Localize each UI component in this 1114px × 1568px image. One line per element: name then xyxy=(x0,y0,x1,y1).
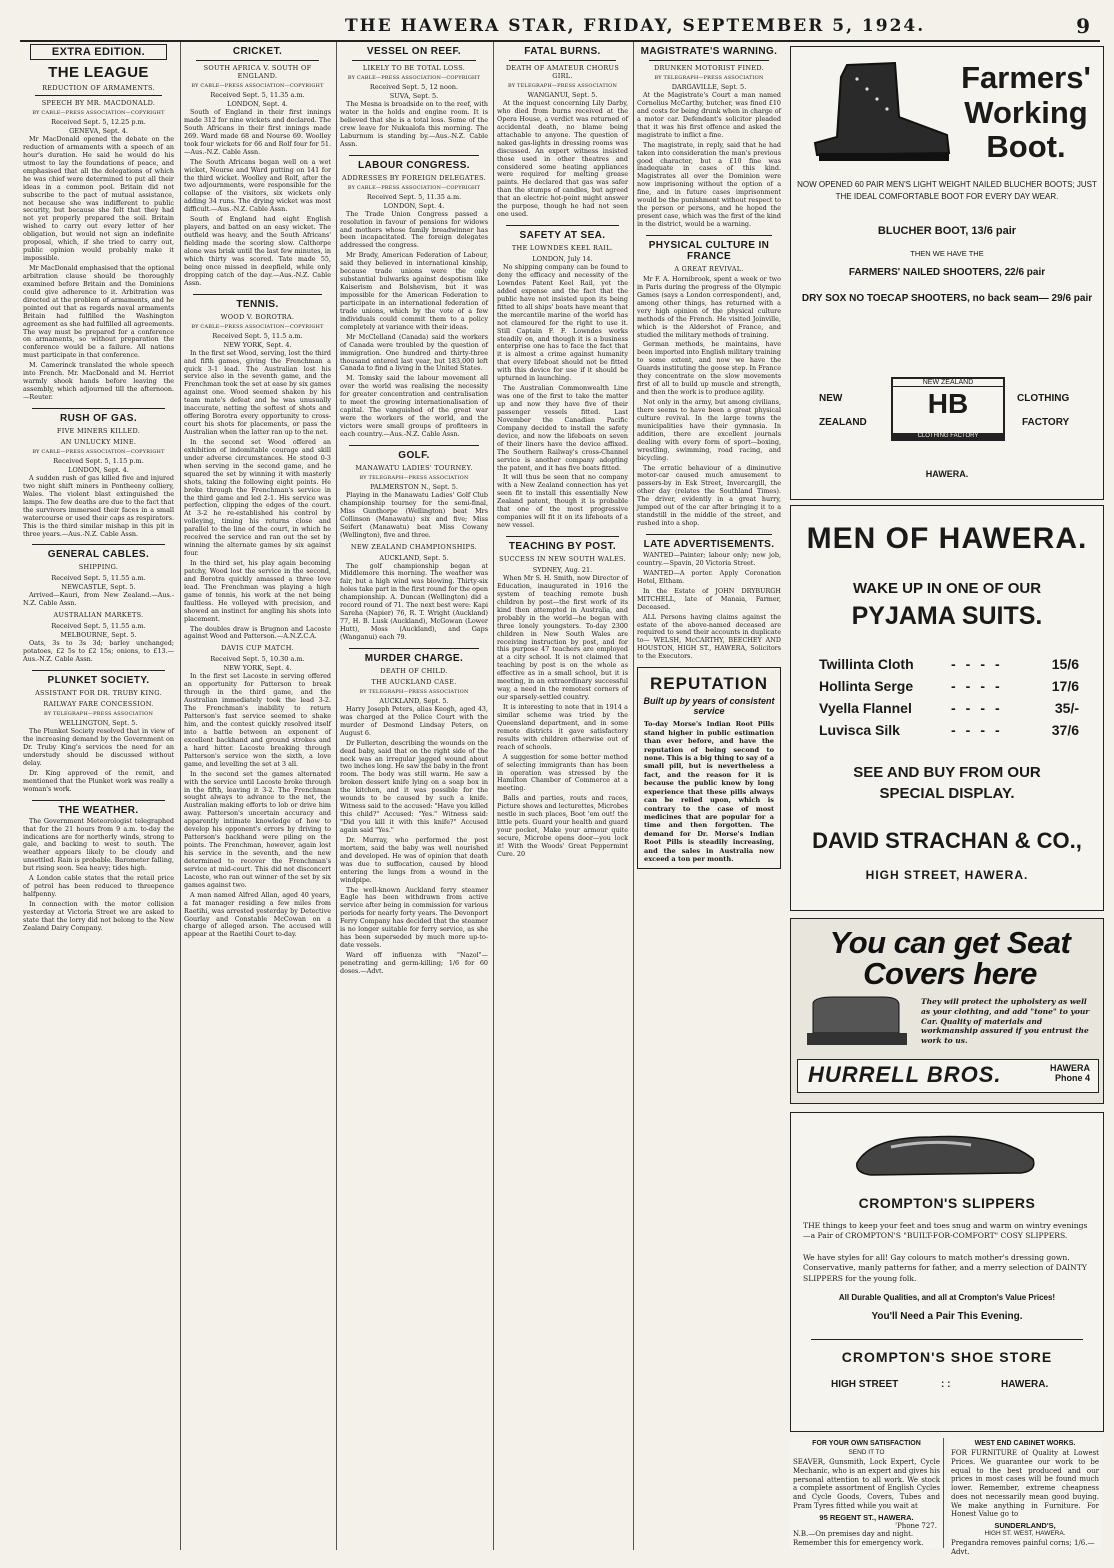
ad-hurrell-footer xyxy=(797,1059,1099,1093)
ad-seaver-text: SEAVER, Gunsmith, Lock Expert, Cycle Mechanic, who is an expert and gives his personal attention to all work. We stock a complete assortment of English Cycles and Cycle Goods, Covers, Tubes and Pram Tyres fitted while you wait at xyxy=(793,1458,940,1510)
paragraph: In the second set Wood offered an exhibition of indomitable courage and skill under adverse circumstances. He stood 0-3 when serving in the second game, and he squared the set by winning it with masterly shots, taking the following eight points. He broke through the Frenchman's service in the third game and led 2-1. His service was perfection, clipping the edges of the court. At 3-2 he re-established his control by volleying, timing his returns close and parallel to the line of the court, in which he received the service and ran out the set by winning the alternate games by six against four. xyxy=(184,437,331,558)
received: Received Sept. 5, 11.35 a.m. xyxy=(210,91,305,99)
ad-crompton-town: HAWERA. xyxy=(1001,1379,1049,1390)
headline: TEACHING BY POST. xyxy=(508,541,617,552)
credit: BY TELEGRAPH—PRESS ASSOCIATION xyxy=(507,83,618,89)
divider xyxy=(811,1339,1083,1340)
column-4 xyxy=(493,42,631,1550)
divider xyxy=(646,235,772,236)
ad-farmers-text: THEN WE HAVE THE xyxy=(910,249,984,258)
reputation-subtitle: Built up by years of consistent service xyxy=(643,696,775,717)
ad-nz-right-line: CLOTHING xyxy=(1017,393,1070,404)
divider xyxy=(352,60,476,61)
extra-edition-banner: EXTRA EDITION. xyxy=(30,44,167,60)
dateline: LONDON, Sept. 4. xyxy=(68,465,129,474)
ad-farmers-boot xyxy=(790,46,1104,500)
divider xyxy=(196,60,319,61)
ad-men-of-hawera: MEN OF HAWERA. WAKE UP IN ONE OF OUR PYJAMA SUITS. Twillinta Cloth ---- 15/6 Hollinta Serge ---- 17/6 Vyella Flannel ---- 35/- Luvisca Silk ---- 37/6 SEE AND BUY FROM OUR SPECIAL DISPLAY. DAVID STRACHAN & CO., HIGH STREET, HAWERA. xyxy=(790,505,1104,911)
ad-hurrell-text: They will protect the upholstery as well as your clothing, and add "tone" to your Car. Quality of materials and workmanship assured if you entrust the work to us. xyxy=(921,997,1090,1045)
pyjama-price: 37/6 xyxy=(1051,722,1079,738)
ad-hurrell-title: You can get Seat Covers here xyxy=(829,925,1071,991)
classified: WANTED—Painter; labour only; new job, country.—Spavin, 20 Victoria Street. xyxy=(637,551,781,567)
divider xyxy=(32,544,165,545)
paragraph: South of England had eight English players, and batted on an easy wicket. The outfield was heavy, and the South Africans' fielding made the scoring slow. Calthorpe alone was brisk until the last few minutes, in which thirty was scored. Tate made 55, being once missed in deepfield, while only dropping catch of the day.—Aus.-N.Z. Cable Assn. xyxy=(184,215,331,287)
ad-seaver xyxy=(790,1438,944,1548)
paragraph: Not only in the army, but among civilians, there seems to have been a great physical culture revival. In the large towns the municipalities have their gymnasia. In addition, there are excellent journals dealing with every form of sport—boxing, wrestling, swimming, road racing, and bicycling. xyxy=(637,398,781,462)
paragraph: Ward off influenza with "Nazol"—penetrating and germ-killing; 1/6 for 60 doses.—Advt. xyxy=(340,951,488,975)
subheading: SPEECH BY MR. MACDONALD. xyxy=(41,99,156,107)
paragraph: Playing in the Manawatu Ladies' Golf Club championship tourney for the semi-final, Miss Gunthorpe (Wellington) beat Mrs Collinson (Manawatu) six and five; Miss Seifert (Manawatu) beat Miss Cowany (Wellington), five and three. xyxy=(340,490,488,539)
paragraph: The golf championship began at Middlemore this morning. The weather was fair, but a high wind was blowing. Thirty-six holes take part in the first round for the open championship. A. Duncan (Wellington) did a record round of 71. The next best were: Kapi Sareha (Napier) 76, R. T. Wright (Auckland) 77, H. B. Lusk (Auckland), McGowan (Lower Hutt), Moss (Auckland), and Gaps (Wanganui) each 79. xyxy=(340,561,488,641)
article-teaching-by-post xyxy=(497,541,628,859)
divider xyxy=(349,445,479,446)
ad-west-address: HIGH ST. WEST, HAWERA. xyxy=(984,1530,1066,1537)
hb-logo-letters: HB xyxy=(927,388,969,419)
dateline: NEW YORK, Sept. 4. xyxy=(223,664,292,673)
paragraph: Mr Brady, American Federation of Labour, said they believed in international kinship, because trade unions were the only substantial bulwarks against despotism like Kaiserism and Bolshevism, but it was impossible for the American Federation to participate in an international federation of trade unions, which by the vote of a few individuals could commit them to a policy completely at variance with their ideas. xyxy=(340,251,488,331)
received: Received Sept. 5, 12.25 p.m. xyxy=(51,118,146,126)
ad-hurrell-place: HAWERA xyxy=(1050,1063,1090,1073)
paragraph: South of England in their first innings made 312 for nine wickets and declared. The South Africans in their first innings made 269. Ward made 68 and Nourse 69. Woolley took four wickets for 66 and Rolf four for 51.—Aus.-N.Z. Cable Assn. xyxy=(184,108,331,156)
headline: LATE ADVERTISEMENTS. xyxy=(643,539,775,550)
ad-crompton-text: All Durable Qualities, and all at Crompton's Value Prices! xyxy=(838,1293,1056,1302)
received: Received Sept. 5, 11.5 a.m. xyxy=(212,331,303,340)
article-tennis xyxy=(184,299,331,940)
subheading: LIKELY TO BE TOTAL LOSS. xyxy=(362,64,466,72)
ad-nz-right xyxy=(1017,387,1069,435)
paragraph: At the Magistrate's Court a man named Cornelius McCarthy, butcher, was fined £10 and costs for being drunk when in charge of a motor car. Defendant's solicitor pleaded that it was his first offence and asked the magistrate to inflict a fine. xyxy=(637,91,781,139)
paragraph: Mr McClelland (Canada) said the workers of Canada were troubled by the question of immigration. One hundred and thirty-three thousand entered last year, but 183,000 left Canada to find a living in the United States. xyxy=(340,332,488,373)
paragraph: Arrived—Kauri, from New Zealand.—Aus.-N.Z. Cable Assn. xyxy=(23,591,174,608)
subheading: WOOD V. BOROTRA. xyxy=(220,312,295,321)
ad-farmers-price: DRY SOX NO TOECAP SHOOTERS, no back seam— 29/6 pair xyxy=(801,293,1093,304)
subheading: THE LOWNDES KEEL RAIL. xyxy=(511,244,614,253)
ad-hurrell-firm: HURRELL BROS. xyxy=(808,1062,1002,1087)
ad-nz-hawera: HAWERA. xyxy=(925,469,969,479)
subheading: SHIPPING. xyxy=(78,563,119,572)
paragraph: M. Camerinck translated the whole speech into French. Mr. MacDonald and M. Herriot warmly shook hands before leaving the assembly, which adjourned till the afternoon.—Reuter. xyxy=(23,361,174,401)
ad-crompton-text: You'll Need a Pair This Evening. xyxy=(871,1311,1023,1322)
paragraph: Dr. Murray, who performed the post mortem, said the baby was well nourished and developed. He was of opinion that death was due to suffocation, caused by blood entering the lungs from a wound in the windpipe. xyxy=(340,835,488,884)
pyjama-price: 15/6 xyxy=(1051,656,1079,672)
masthead-title: THE HAWERA STAR, FRIDAY, SEPTEMBER 5, 1924. xyxy=(345,16,926,36)
ad-hurrell-seat-covers xyxy=(790,918,1104,1104)
ad-men-see: SEE AND BUY FROM OUR SPECIAL DISPLAY. xyxy=(853,764,1041,802)
article-fatal-burns xyxy=(497,46,628,219)
credit: BY TELEGRAPH—PRESS ASSOCIATION xyxy=(43,711,154,718)
pyjama-name: Luvisca Silk xyxy=(819,722,900,738)
dateline: GENEVA, Sept. 4. xyxy=(69,127,128,135)
dateline: WELLINGTON, Sept. 5. xyxy=(59,719,138,728)
ad-farmers-text: NOW OPENED 60 PAIR MEN'S LIGHT WEIGHT NAILED BLUCHER BOOTS; JUST THE IDEAL COMFORTABLE BOOT FOR EVERY DAY WEAR. xyxy=(797,180,1097,201)
subheading: REDUCTION OF ARMAMENTS. xyxy=(42,84,155,92)
ad-seaver-note: N.B.—On premises day and night. Remember this for emergency work. xyxy=(793,1530,924,1547)
dateline: LONDON, Sept. 4. xyxy=(383,201,445,210)
hb-logo-top: NEW ZEALAND xyxy=(893,379,1003,387)
received: Received Sept. 5, 11.35 a.m. xyxy=(366,192,462,201)
divider xyxy=(32,670,165,671)
page-number: 9 xyxy=(1076,14,1090,38)
dateline: SUVA, Sept. 5. xyxy=(389,92,439,100)
dateline: DARGAVILLE, Sept. 5. xyxy=(671,83,747,91)
received: Received Sept. 5, 1.15 p.m. xyxy=(53,456,144,465)
paragraph: Harry Joseph Peters, alias Keogh, aged 43, was charged at the Police Court with the murder of Desmond Lindsay Peters, on August 6. xyxy=(340,704,488,737)
ad-hurrell-contact xyxy=(1050,1063,1090,1083)
ad-seaver-phone: 'Phone 727. xyxy=(895,1521,937,1530)
ad-crompton-sep: : : xyxy=(941,1379,951,1390)
pyjama-price: 17/6 xyxy=(1051,678,1079,694)
paragraph: In the second set the games alternated with the service until Lacoste broke through in the fifth, leaving it 3-2. The Frenchman sought always to advance to the net, the Australian making efforts to lob or drive him away. Patterson's uncertain accuracy and apparently intimate knowledge of how to develop his opponent's errors by driving to Patterson's backhand were piling on the points. The Frenchman, however, again lost his service in the seventh, and the new determined to recover the Frenchman's service at mid-court. This did not disconcert Lacoste, who ran out winner of the set by six games against two. xyxy=(184,769,331,889)
divider xyxy=(349,648,479,649)
dateline: NEWCASTLE, Sept. 5. xyxy=(61,583,136,592)
subheading: RAILWAY FARE CONCESSION. xyxy=(43,700,154,709)
article-magistrate xyxy=(637,46,781,229)
paragraph: The magistrate, in reply, said that he had taken into consideration the man's previous good character, but a £10 fine was inadequate in cases of this kind. Magistrates all over the Dominion were now imprisoning without the option of a fine, and in future cases imprisonment would be the punishment without respect to the person or persons, and he hoped the present case, which was the first of the kind in the district, would be a warning. xyxy=(637,140,781,228)
ad-seaver-head: SEND IT TO xyxy=(848,1449,885,1456)
ad-crompton-store: CROMPTON'S SHOE STORE xyxy=(841,1349,1053,1365)
ad-men-firm: DAVID STRACHAN & CO., xyxy=(812,828,1082,853)
divider xyxy=(32,800,165,801)
subheading: DEATH OF AMATEUR CHORUS GIRL. xyxy=(505,64,620,80)
late-advertisements xyxy=(637,539,781,661)
pyjama-name: Vyella Flannel xyxy=(819,700,912,716)
subheading: AN UNLUCKY MINE. xyxy=(60,437,137,446)
headline: MAGISTRATE'S WARNING. xyxy=(640,46,778,57)
ad-crompton-text: THE things to keep your feet and toes snug and warm on wintry evenings—a Pair of CROMPTON'S "BUILT-FOR-COMFORT" COSY SLIPPERS. xyxy=(803,1221,1088,1241)
paragraph: The erratic behaviour of a diminutive motor-car caused much amusement to passers-by in Esk Street, Invercargill, the other day (relates the Southland Times). The driver, evidently in a great hurry, jumped out of the car after bringing it to a standstill in the middle of the street, and rushed into a shop. xyxy=(637,463,781,528)
credit: BY CABLE—PRESS ASSOCIATION—COPYRIGHT xyxy=(347,184,481,191)
dateline: SYDNEY, Aug. 21. xyxy=(532,566,593,574)
classified: ALL Persons having claims against the estate of the above-named deceased are required to send their accounts in duplicate to— WELSH, McCARTHY, BEECHEY AND HOUSTON, HIGH ST., HAWERA, Solicitors to the Executors. xyxy=(637,612,781,661)
paragraph: No shipping company can be found to deny the efficacy and necessity of the Lowndes Patent Keel Rail, yet the added expense and the fact that the public have not insisted upon its being fitted to all ships' boats have meant that the mercantile marine of the world has not clamoured for the right to use it. Still Captain F. F. Lowndes works steadily on, and though it is a business enterprise one has to face the fact that it is almost a crime against humanity that every lifeboat should not be fitted with this device for use if it should be upturned in launching. xyxy=(497,263,628,383)
credit: BY TELEGRAPH—PRESS ASSOCIATION xyxy=(359,474,469,481)
article-vessel xyxy=(340,46,488,149)
ad-nz-left-line: ZEALAND xyxy=(819,417,867,428)
dateline: AUCKLAND, Sept. 5. xyxy=(379,696,449,705)
credit: BY CABLE—PRESS ASSOCIATION—COPYRIGHT xyxy=(191,323,324,330)
subheading: DAVIS CUP MATCH. xyxy=(220,644,295,653)
credit: BY CABLE—PRESS ASSOCIATION—COPYRIGHT xyxy=(347,75,481,81)
ad-men-title: MEN OF HAWERA. xyxy=(806,522,1088,555)
ad-farmers-price: BLUCHER BOOT, 13/6 pair xyxy=(877,225,1017,237)
ad-nz-left xyxy=(819,387,867,435)
paragraph: A sudden rush of gas killed five and injured two night shift miners in Pontheeny colliery, Wales. The violent blast extinguished the lamps. The few deaths are due to the fact that the survivors immersed their faces in a small watercourse or used their caps as respirators. This is the third similar mishap in this pit in three years.—Aus.-N.Z. Cable Assn. xyxy=(23,473,174,538)
article-weather xyxy=(23,805,174,933)
pyjama-name: Twillinta Cloth xyxy=(819,656,914,672)
article-plunket xyxy=(23,675,174,794)
divider xyxy=(506,225,619,226)
credit: BY TELEGRAPH—PRESS ASSOCIATION xyxy=(654,75,764,81)
paragraph: In the first set Wood, serving, lost the third and fifth games, giving the Frenchman a quick 3-1 lead. The Australian lost his service also in the seventh game, and the Frenchman took the set at ease by six games against one. Wood seemed shaken by his team mate's defeat and he was unusually inaccurate, netting the softest of shots and offering Borotra every opportunity to cross-court his shots for placements, or pass the Australian when the latter ran up to the net. xyxy=(184,348,331,436)
subheading: DRUNKEN MOTORIST FINED. xyxy=(653,64,765,72)
subheading: AUSTRALIAN MARKETS. xyxy=(53,611,144,620)
article-general-cables xyxy=(23,549,174,664)
article-murder xyxy=(340,653,488,976)
hb-logo xyxy=(891,377,1005,441)
boot-icon xyxy=(807,57,955,167)
ad-seaver-head: FOR YOUR OWN SATISFACTION xyxy=(812,1440,921,1447)
divider xyxy=(646,534,772,535)
hb-logo-bottom: CLOTHING FACTORY xyxy=(893,433,1003,439)
paragraph: In the third set, his play again becoming patchy, Wood lost the service in the second, and Borotra quickly amassed a three love lead. The Frenchman was playing a high game of tennis, his work at the net being faultless. He volleyed with precision, and showed an instinct for angling his shots into placement. xyxy=(184,559,331,623)
dateline: NEW YORK, Sept. 4. xyxy=(223,340,292,349)
received: Received Sept. 5, 12 noon. xyxy=(369,83,459,91)
article-rush-of-gas xyxy=(23,413,174,539)
divider xyxy=(509,60,616,61)
credit: BY TELEGRAPH—PRESS ASSOCIATION xyxy=(359,688,469,695)
paragraph: The well-known Auckland ferry steamer Eagle has been withdrawn from active service after being in commission for various periods for nearly forty years. The Devonport Ferry Company has decided that the steamer is no longer suitable for ferry service, as she has been superseded by much more up-to-date vessels. xyxy=(340,885,488,950)
pyjama-name: Hollinta Serge xyxy=(819,678,914,694)
paragraph: When Mr S. H. Smith, now Director of Education, inaugurated in 1916 the system of teaching remote bush children by post—the first work of its kind then attempted in Australia, and probably in the world—he began with three lonely youngsters. To-day 2300 children in New South Wales are receiving instruction by post, and for this purpose 47 teachers are employed at a city school. It is not claimed that teaching by post is on the whole as effective as in a small school, but it is meeting, in an extraordinary successful way, a need in the remotest corners of our sparsely-settled country. xyxy=(497,574,628,702)
headline: CRICKET. xyxy=(232,46,283,57)
subheading: THE AUCKLAND CASE. xyxy=(371,677,457,686)
paragraph: In connection with the motor collision yesterday at Victoria Street we are asked to state that the lorry did not belong to the New Zealand Dairy Company. xyxy=(23,900,174,932)
column-3 xyxy=(336,42,491,1550)
headline: GOLF. xyxy=(398,449,430,461)
dateline: AUCKLAND, Sept. 5. xyxy=(379,553,449,562)
reputation-body: To-day Morse's Indian Root Pills stand higher in public estimation than ever before, and have the reputation of being second to none. This is a big thing to say of a small pill, but is nevertheless a fact, and the reason for it is because the public know by long experience that these pills always can be relied upon, which is contrary to the case of most medicines that are popular for a time and then forgotten. The demand for Dr. Morse's Indian Root Pills is steadily increasing, and the sales in Australia now exceed a ton per month. xyxy=(644,720,774,864)
paragraph: The Plunket Society resolved that in view of the increasing demand by the Government on Dr. Truby King's services the need for an understudy should be discussed without delay. xyxy=(23,727,174,767)
paragraph: A London cable states that the retail price of petrol has been reduced to threepence halfpenny. xyxy=(23,874,174,899)
headline: SAFETY AT SEA. xyxy=(519,230,606,242)
headline: LABOUR CONGRESS. xyxy=(358,159,470,171)
divider xyxy=(349,155,479,156)
received: Received Sept. 5, 11.55 a.m. xyxy=(51,574,146,583)
article-physical-culture xyxy=(637,240,781,528)
subheading: SOUTH AFRICA V. SOUTH OF ENGLAND. xyxy=(203,64,312,80)
ad-west-text: FOR FURNITURE of Quality at Lowest Prices. We guarantee our work to be equal to the best produced and our prices in most cases will be found much lower. Remember, extreme cheapness does not necessarily mean good buying. We make anything in Furniture. For Honest Value go to xyxy=(951,1449,1099,1519)
dateline: MELBOURNE, Sept. 5. xyxy=(60,631,137,640)
headline: PHYSICAL CULTURE IN FRANCE xyxy=(648,239,770,262)
classified: WANTED—A porter. Apply Coronation Hotel, Eltham. xyxy=(637,568,781,585)
credit: BY CABLE—PRESS ASSOCIATION—COPYRIGHT xyxy=(191,83,324,89)
headline: THE LEAGUE xyxy=(48,64,149,81)
ad-crompton-street: HIGH STREET xyxy=(831,1379,899,1390)
paragraph: Mr F. A. Hornibrook, spent a week or two in Paris during the progress of the Olympic Games (says a London correspondent), and, among other things, has returned with a very high opinion of the physical culture methods of the French. He visited Joinville, which is the Aldershot of France, and studied the military methods of training. xyxy=(637,274,781,339)
subheading: MANAWATU LADIES' TOURNEY. xyxy=(355,463,473,472)
headline: PLUNKET SOCIETY. xyxy=(47,675,150,687)
column-1 xyxy=(20,42,177,1550)
paragraph: The Mesna is broadside on to the reef, with water in the holds and engine room. It is believed that she is a total loss. Some of the crew leave for Nukualofa this morning. The Laburnum is standing by.—Aus.-N.Z. Cable Assn. xyxy=(340,100,488,148)
paragraph: Mr MacDonald opened the debate on the reduction of armaments with a speech of an hour's duration. He said he would do his utmost to lay the foundations of peace, and emphasised that all the delegations of which he was chief were determined to put all their ideas in a common pool. Britain did not subscribe to the pact of mutual assistance, not because she was indifferent to public security, but because she felt that they had not yet properly prepared the soil. Britain wished to carry out every letter of her obligation, but would not sign an indefinite proposal, which, if she tried to carry out, public opinion would probably make it impossible. xyxy=(23,135,174,263)
column-2 xyxy=(180,42,334,1550)
paragraph: The Australian Commonwealth Line was one of the first to take the matter up and now they have five of their passenger vessels fitted. Last November the Canadian Pacific Company decided to install the safety device, and now the lifeboats on seven of their liners have the device affixed. The Southern Railway's cross-Channel service is another company adopting the patent, and it has five boats fitted. xyxy=(497,384,628,472)
paragraph: At the inquest concerning Lily Darby, who died from burns received at the Opera House, a verdict was returned of accidental death, no blame being attachable to anyone. The question of naked gas-lights in dressing rooms was discussed. An expert witness insisted those used in other theatres and considered some heating appliances were required for melting grease paints. He declared that gas was safer than the stumps of candles, but agreed that an electric hot-point might answer the purpose, though he had not seen one used. xyxy=(497,99,628,219)
paragraph: The South Africans began well on a wet wicket, Nourse and Ward putting on 141 for the third wicket. Woolley and Rolf, after the two adjournments, were responsible for the collapse of the visitors, six wickets only adding 34 runs. The drying wicket was most difficult.—Aus.-N.Z. Cable Assn. xyxy=(184,157,331,214)
ad-farmers-price: FARMERS' NAILED SHOOTERS, 22/6 pair xyxy=(848,267,1046,278)
subheading: ASSISTANT FOR DR. TRUBY KING. xyxy=(35,689,162,698)
ad-west-note: Pregandra removes painful corns; 1/6.—Advt. xyxy=(951,1539,1095,1556)
ad-crompton-title: CROMPTON'S SLIPPERS xyxy=(858,1195,1036,1211)
received: Received Sept. 5, 10.30 a.m. xyxy=(210,655,305,664)
dateline: WANGANUI, Sept. 5. xyxy=(527,91,598,99)
headline: FATAL BURNS. xyxy=(524,46,601,57)
reputation-ad xyxy=(637,667,781,868)
verse: Balls and parties, routs and races, Picture shows and lecturettes, Microbes nestle in such places, Boot 'em out! the little pets. Guard your health and guard your pocket, Make your armour quite secure, Microbe opens door—you lock it! With the Woods' Great Peppermint Cure. 20 xyxy=(497,794,628,858)
paragraph: Mr MacDonald emphasised that the optional arbitration clause should be thoroughly examined before Britain and the Dominions could give adherence to it. Arbitration was directed at the problem of armaments, and he pointed out that as regards naval armaments Britain had fulfilled the Washington agreement as she had fulfilled all agreements. The way must be prepared for a conference on armaments, so without preparation the conference would be a failure. All nations must participate in that conference. xyxy=(23,264,174,360)
paragraph: It will thus be seen that no company with a New Zealand connection has yet seen fit to install this essentially New Zealand patent, though it is probable that one of the most progressive companies will fit it on its lifeboats of a new vessel. xyxy=(497,473,628,530)
headline: TENNIS. xyxy=(236,298,279,310)
paragraph: M. Tomsky said the labour movement all over the world was realising the necessity for greater concentration and centralisation to meet the growing internationalisation of capital. The vanguished of the great war were the workers of the world, and the victors were small groups of profiteers in each country.—Aus.-N.Z. Cable Assn. xyxy=(340,374,488,438)
reputation-title: REPUTATION xyxy=(650,674,768,694)
divider xyxy=(35,95,162,96)
ad-west-firm: SUNDERLAND'S, xyxy=(994,1521,1056,1530)
divider xyxy=(193,294,322,295)
ad-men-wake: WAKE UP IN ONE OF OUR xyxy=(852,580,1042,597)
paragraph: Dr. King approved of the remit, and mentioned that the Plunket work was really a woman's work. xyxy=(23,768,174,793)
headline: RUSH OF GAS. xyxy=(59,412,138,424)
ad-seaver-address: 95 REGENT ST., HAWERA. xyxy=(819,1512,914,1522)
divider xyxy=(506,536,619,537)
headline: VESSEL ON REEF. xyxy=(366,46,462,57)
ad-west-end xyxy=(948,1438,1102,1556)
article-cricket xyxy=(184,46,331,288)
headline: THE WEATHER. xyxy=(58,804,139,816)
slipper-icon xyxy=(851,1123,1041,1183)
article-safety-at-sea xyxy=(497,230,628,530)
paragraph: A suggestion for some better method of selecting immigrants than has been in operation was stressed by the Hamilton Chamber of Commerce at a meeting. xyxy=(497,752,628,793)
divider xyxy=(32,408,165,409)
ad-nz-right-line: FACTORY xyxy=(1021,417,1070,428)
subheading: ADDRESSES BY FOREIGN DELEGATES. xyxy=(341,173,487,182)
ad-nz-left-line: NEW xyxy=(819,393,843,404)
column-5 xyxy=(633,42,784,1550)
ad-cromptons-slippers xyxy=(790,1112,1104,1432)
dateline: PALMERSTON N., Sept. 5. xyxy=(370,482,458,491)
paragraph: German methods, he maintains, have been imported into English military training to some extent, and now we have the Guards instituting the goose step. In France they concentrate on the slow movements first of all to build up muscle and strength, and then the work is to produce agility. xyxy=(637,340,781,397)
paragraph: The doubles draw is Brugnon and Lacoste against Wood and Patterson.—A.N.Z.C.A. xyxy=(184,624,331,641)
divider xyxy=(649,60,769,61)
pyjama-price: 35/- xyxy=(1054,700,1079,716)
paragraph: In the first set Lacoste in serving offered an opportunity for Patterson to break through in the third game, and the Australian immediately took the lead 3-2. The Frenchman's inability to return Patterson's fast service seemed to shake him, and the contest quickly resolved itself into a battle between an exponent of excellent backhand and ground strokes and a hard hitter. Lacoste breaking through Patterson's service won the sixth, a love game, and levelling the set at 3 all. xyxy=(184,672,331,768)
subheading: A GREAT REVIVAL. xyxy=(674,264,744,273)
paragraph: A man named Alfred Allan, aged 40 years, a fat manager residing a few miles from Raetihi, was arrested yesterday by Detective Gourlay and Constable McCowan on a charge of alleged arson. The accused will appear at the Raetihi Court to-day. xyxy=(184,890,331,939)
received: Received Sept. 5, 11.55 a.m. xyxy=(51,622,146,631)
ad-hurrell-phone: Phone 4 xyxy=(1054,1073,1090,1083)
subheading: SUCCESS IN NEW SOUTH WALES. xyxy=(499,555,626,563)
subheading: DEATH OF CHILD. xyxy=(380,666,448,675)
dateline: LONDON, Sept. 4. xyxy=(227,100,288,108)
credit: BY CABLE—PRESS ASSOCIATION—COPYRIGHT xyxy=(32,448,165,455)
seat-icon xyxy=(803,993,913,1051)
ad-crompton-text: We have styles for all! Gay colours to match mother's dressing gown. Conservative, manly patterns for father, and a merry selection of DAINTY SLIPPERS for the young folk. xyxy=(803,1253,1087,1283)
headline: MURDER CHARGE. xyxy=(364,652,464,664)
paragraph: It is interesting to note that in 1914 a similar scheme was tried by the Queensland department, and in some remote districts it gave satisfactory results with children otherwise out of reach of schools. xyxy=(497,703,628,751)
ad-men-suits: PYJAMA SUITS. xyxy=(851,602,1043,630)
dateline: LONDON, July 14. xyxy=(532,255,593,264)
paragraph: The Trade Union Congress passed a resolution in favour of pensions for widows and mothers whose family breadwinner has been incapacitated. The foreign delegates addressed the congress. xyxy=(340,209,488,250)
classified: In the Estate of JOHN DRYBURGH MITCHELL, late of Manaia, Farmer, Deceased. xyxy=(637,586,781,611)
paragraph: The Government Meteorologist telegraphed that for the 21 hours from 9 a.m. to-day the indications are for northerly winds, strong to gale, and backing to west to south. The weather appears likely to be cloudy and unsettled. Rain is probable. Barometer falling, but rising soon. Sea heavy; tides high. xyxy=(23,816,174,873)
ad-men-address: HIGH STREET, HAWERA. xyxy=(865,868,1029,882)
subheading: NEW ZEALAND CHAMPIONSHIPS. xyxy=(350,542,478,551)
article-golf xyxy=(340,450,488,642)
ad-farmers-title: Farmers' Working Boot. xyxy=(961,60,1091,165)
masthead xyxy=(20,10,1100,42)
credit: BY CABLE—PRESS ASSOCIATION—COPYRIGHT xyxy=(32,110,165,116)
subheading: FIVE MINERS KILLED. xyxy=(56,426,141,435)
ad-west-head: WEST END CABINET WORKS. xyxy=(974,1440,1076,1447)
article-league xyxy=(23,64,174,402)
headline: GENERAL CABLES. xyxy=(47,549,150,561)
paragraph: Oats, 3s to 3s 3d; barley unchanged; potatoes, £2 5s to £2 15s; onions, to £13.—Aus.-N.Z. Cable Assn. xyxy=(23,639,174,664)
article-labour xyxy=(340,160,488,439)
paragraph: Dr Fullerton, describing the wounds on the dead baby, said that on the right side of the neck was an irregular jagged wound about two inches long. He saw the baby in the front room. The body was still warm. He saw a broken dessert knife lying on a soap box in the kitchen, and it was possible for the wounds to be caused by such a knife. Witness said to the accused: "Have you killed this child?" Accused: "Yes." Witness said: "Did you kill it with this knife?" Accused again said "Yes." xyxy=(340,738,488,834)
